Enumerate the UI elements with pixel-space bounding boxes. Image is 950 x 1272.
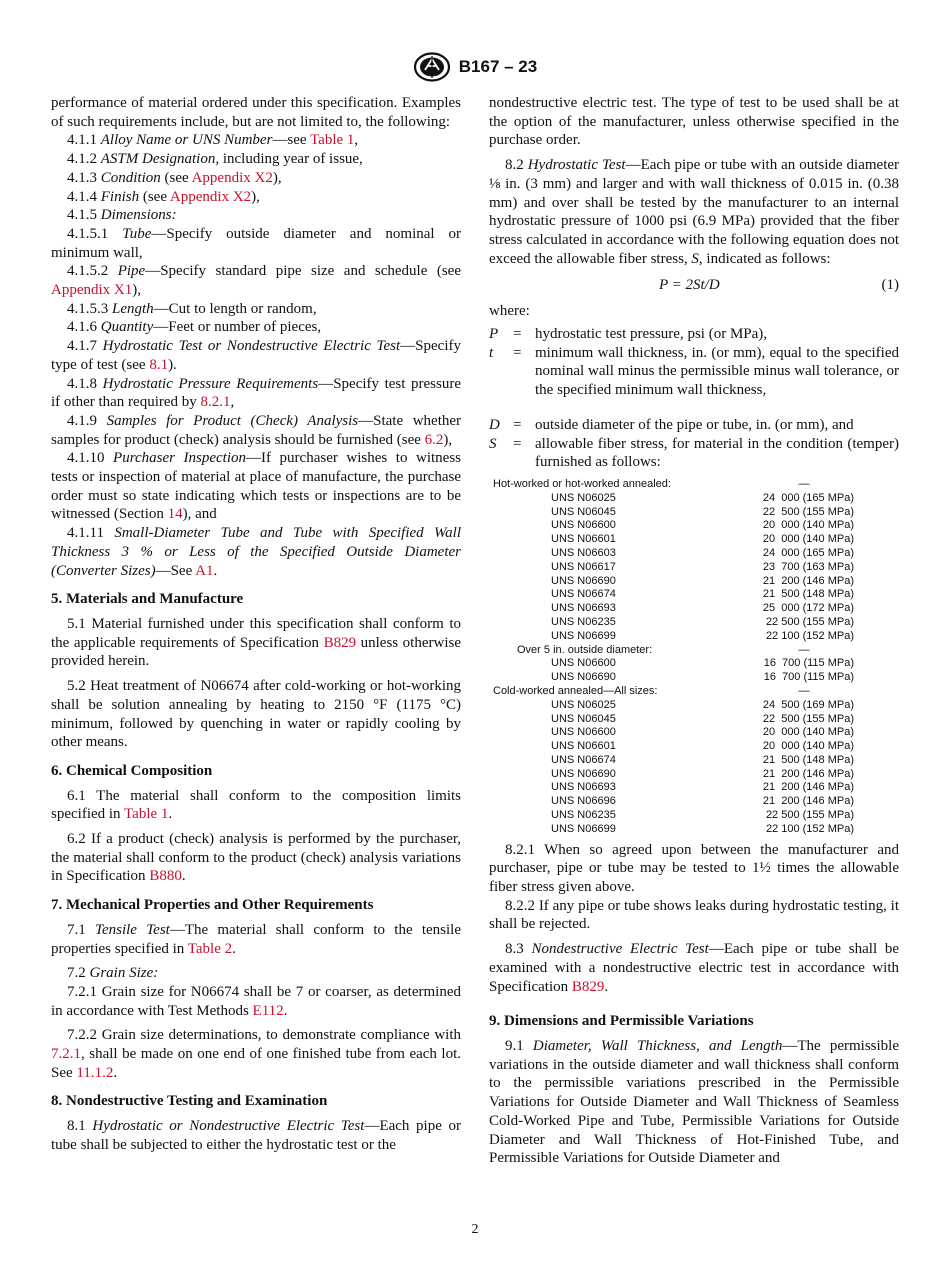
- cross-reference-link[interactable]: 6.2: [424, 431, 444, 448]
- link-table-1[interactable]: Table 1: [124, 806, 169, 823]
- symbol-definition: D = outside diameter of the pipe or tube, in. (or mm), and: [489, 416, 854, 433]
- para-7-1: 7.1 Tensile Test—The material shall conform to the tensile properties specified in Table 2.: [51, 921, 461, 957]
- section-9-heading: 9. Dimensions and Permissible Variations: [489, 1013, 754, 1030]
- table-cell-label: UNS N06600: [551, 657, 616, 670]
- table-cell-value: 24 500 (169 MPa): [762, 698, 854, 711]
- table-cell-value: 21 500 (148 MPa): [762, 588, 854, 601]
- table-cell-label: UNS N06690: [551, 767, 616, 780]
- table-row: [489, 492, 899, 506]
- table-row: [489, 781, 899, 795]
- link-7-2-1[interactable]: 7.2.1: [51, 1046, 81, 1063]
- table-cell-value: 25 000 (172 MPa): [762, 602, 854, 615]
- table-row: [489, 602, 899, 616]
- ordering-item: 4.1.1 Alloy Name or UNS Number—see Table 1,: [67, 132, 359, 149]
- table-cell-label: UNS N06601: [551, 740, 616, 753]
- table-cell-label: UNS N06025: [551, 698, 616, 711]
- left-column: [51, 94, 461, 1155]
- cross-reference-link[interactable]: 8.2.1: [200, 394, 231, 411]
- section-8-heading: 8. Nondestructive Testing and Examination: [51, 1093, 328, 1110]
- link-11-1-2[interactable]: 11.1.2: [76, 1064, 114, 1081]
- para-8-2: 8.2 Hydrostatic Test—Each pipe or tube with an outside diameter ⅛ in. (3 mm) and larger and with wall thickness of 0.015 in. (0.38 mm) and over shall be tested by the manufacturer to an internal hydrostatic pressure of 1000 psi (6.9 MPa) provided that the fiber stress calculated in accordance with the following equation does not exceed the allowable fiber stress, S, indicated as follows:: [489, 157, 900, 267]
- table-row: [489, 823, 899, 837]
- table-row: [489, 768, 899, 782]
- table-row: [489, 685, 899, 699]
- table-cell-label: UNS N06600: [551, 726, 616, 739]
- para-9-1: 9.1 Diameter, Wall Thickness, and Length—The permissible variations in the outside diameter and wall thickness shall conform to the permissible variations prescribed in the Permissible Variations for Outside Diameter and Wall Thickness of Seamless Cold-Worked Pipe and Tube, Permissible Variations for Outside Diameter and Wall Thickness of Hot-Finished Tube, and Permissible Variations for Outside Diameter and: [489, 1038, 899, 1167]
- cross-reference-link[interactable]: 8.1: [149, 356, 169, 373]
- table-cell-label: UNS N06693: [551, 602, 616, 615]
- para-6-2: 6.2 If a product (check) analysis is performed by the purchaser, the material shall conform to the product (check) analysis variations in Specification B880.: [51, 831, 461, 885]
- table-cell-label: UNS N06603: [551, 546, 616, 559]
- table-cell-value: —: [798, 477, 810, 490]
- table-row: [489, 561, 899, 575]
- table-cell-label: UNS N06045: [551, 712, 616, 725]
- table-cell-label: UNS N06235: [551, 615, 616, 628]
- table-cell-value: 21 200 (146 MPa): [762, 767, 854, 780]
- table-row: [489, 713, 899, 727]
- table-cell-label: UNS N06617: [551, 560, 616, 573]
- symbol-definitions: [489, 325, 899, 472]
- table-cell-value: 21 200 (146 MPa): [762, 795, 854, 808]
- table-cell-value: 22 100 (152 MPa): [765, 822, 854, 835]
- symbol-definition: S = allowable fiber stress, for material in the condition (temper) furnished as follows:: [489, 435, 899, 471]
- table-row: [489, 699, 899, 713]
- equation-number: (1): [881, 277, 899, 294]
- para-5-1: 5.1 Material furnished under this specification shall conform to the applicable requirements of Specification B829 unless otherwise provided herein.: [51, 615, 461, 670]
- table-cell-value: 24 000 (165 MPa): [762, 546, 854, 559]
- cross-reference-link[interactable]: Appendix X2: [169, 188, 252, 205]
- table-cell-value: 23 700 (163 MPa): [762, 560, 854, 573]
- ordering-item: 4.1.5.1 Tube—Specify outside diameter and nominal or minimum wall,: [51, 225, 461, 261]
- page-number: 2: [471, 1222, 479, 1237]
- para-7-2-1: 7.2.1 Grain size for N06674 shall be 7 or coarser, as determined in accordance with Test Methods E112.: [51, 983, 461, 1019]
- cross-reference-link[interactable]: A1: [195, 562, 214, 579]
- ordering-item: 4.1.5.2 Pipe—Specify standard pipe size and schedule (see Appendix X1),: [51, 263, 461, 299]
- table-cell-value: 20 000 (140 MPa): [762, 740, 854, 753]
- equation-1: [489, 274, 899, 296]
- table-cell-label: Cold-worked annealed—All sizes:: [493, 684, 658, 697]
- table-cell-label: UNS N06600: [551, 519, 616, 532]
- table-cell-value: 22 500 (155 MPa): [762, 712, 854, 725]
- table-cell-label: UNS N06235: [551, 809, 616, 822]
- table-row: [489, 671, 899, 685]
- section-5-heading: 5. Materials and Manufacture: [51, 591, 244, 608]
- table-row: [489, 657, 899, 671]
- para-8-1: 8.1 Hydrostatic or Nondestructive Electric Test—Each pipe or tube shall be subjected to either the hydrostatic test or the: [51, 1118, 461, 1153]
- para-6-1: 6.1 The material shall conform to the composition limits specified in Table 1.: [51, 787, 461, 823]
- astm-logo-icon: [413, 52, 451, 82]
- table-cell-label: UNS N06601: [551, 533, 616, 546]
- table-cell-label: UNS N06693: [551, 781, 616, 794]
- section-6-heading: 6. Chemical Composition: [51, 762, 213, 779]
- table-cell-label: UNS N06690: [551, 671, 616, 684]
- cross-reference-link[interactable]: 14: [167, 506, 183, 523]
- ordering-item: 4.1.7 Hydrostatic Test or Nondestructive Electric Test—Specify type of test (see 8.1).: [51, 338, 461, 373]
- para-8-1-continued: nondestructive electric test. The type of test to be used shall be at the option of the manufacturer, unless otherwise specified in the purchase order.: [489, 95, 899, 149]
- table-row: [489, 547, 899, 561]
- intro-paragraph: performance of material ordered under this specification. Examples of such requirements include, but are not limited to, the following:: [51, 95, 461, 130]
- table-cell-value: 22 100 (152 MPa): [765, 629, 854, 642]
- table-cell-value: 24 000 (165 MPa): [762, 491, 854, 504]
- table-cell-label: UNS N06696: [551, 795, 616, 808]
- ordering-items-list: [51, 131, 461, 580]
- table-row: [489, 519, 899, 533]
- table-cell-label: Over 5 in. outside diameter:: [517, 643, 653, 656]
- equation-formula: P = 2St/D: [659, 277, 720, 294]
- table-cell-label: UNS N06045: [551, 505, 616, 518]
- ordering-item: 4.1.4 Finish (see Appendix X2),: [67, 188, 260, 205]
- table-row: [489, 795, 899, 809]
- table-cell-value: 20 000 (140 MPa): [762, 519, 854, 532]
- table-cell-label: UNS N06690: [551, 574, 616, 587]
- table-cell-value: 20 000 (140 MPa): [762, 533, 854, 546]
- table-cell-label: Hot-worked or hot-worked annealed:: [493, 477, 671, 490]
- section-7-heading: 7. Mechanical Properties and Other Requirements: [51, 897, 374, 914]
- para-8-3: 8.3 Nondestructive Electric Test—Each pipe or tube shall be examined with a nondestructive electric test in accordance with Specification B829.: [489, 941, 899, 995]
- para-7-2: 7.2 Grain Size:: [67, 965, 159, 982]
- table-row: [489, 630, 899, 644]
- table-cell-value: 21 200 (146 MPa): [762, 781, 854, 794]
- table-cell-value: 22 500 (155 MPa): [762, 505, 854, 518]
- table-row: [489, 575, 899, 589]
- link-table-2[interactable]: Table 2: [187, 940, 233, 957]
- table-cell-label: UNS N06674: [551, 588, 616, 601]
- ordering-item: 4.1.9 Samples for Product (Check) Analysis—State whether samples for product (check) analysis should be furnished (see 6.2),: [51, 412, 462, 448]
- para-7-2-2: 7.2.2 Grain size determinations, to demonstrate compliance with 7.2.1, shall be made on one end of one finished tube from each lot. See 11.1.2.: [51, 1027, 461, 1081]
- table-row: [489, 616, 899, 630]
- table-row: [489, 754, 899, 768]
- table-cell-value: 16 700 (115 MPa): [763, 657, 854, 670]
- table-cell-value: 20 000 (140 MPa): [762, 726, 854, 739]
- page-header: [0, 52, 950, 82]
- ordering-item: 4.1.2 ASTM Designation, including year of issue,: [67, 151, 363, 168]
- table-cell-value: 16 700 (115 MPa): [763, 671, 854, 684]
- table-row: [489, 506, 899, 520]
- ordering-item: 4.1.6 Quantity—Feet or number of pieces,: [67, 319, 322, 336]
- allowable-fiber-stress-table: [489, 478, 899, 837]
- ordering-item: 4.1.10 Purchaser Inspection—If purchaser wishes to witness tests or inspection of material at place of manufacture, the purchase order must so state indicating which tests or inspections are to be witnessed (Section 14), and: [51, 450, 461, 523]
- table-row: [489, 478, 899, 492]
- para-8-2-2: 8.2.2 If any pipe or tube shows leaks during hydrostatic testing, it shall be rejected.: [489, 897, 899, 933]
- right-column: [489, 94, 899, 1168]
- table-cell-label: UNS N06674: [551, 753, 616, 766]
- table-cell-value: 22 500 (155 MPa): [765, 809, 854, 822]
- link-e112[interactable]: E112: [252, 1002, 284, 1019]
- table-row: [489, 644, 899, 658]
- para-5-2: 5.2 Heat treatment of N06674 after cold-working or hot-working shall be solution annealing by heating to 2150 °F (1175 °C) minimum, followed by quenching in water or rapidly cooling by other means.: [51, 678, 461, 751]
- table-row: [489, 809, 899, 823]
- link-b829[interactable]: B829: [323, 634, 357, 651]
- link-b829-2[interactable]: B829: [571, 978, 605, 995]
- table-cell-label: UNS N06025: [551, 491, 616, 504]
- ordering-item: 4.1.3 Condition (see Appendix X2),: [67, 169, 282, 186]
- ordering-item: 4.1.11 Small-Diameter Tube and Tube with Specified Wall Thickness 3 % or Less of the Specified Outside Diameter (Converter Sizes)—See A1.: [51, 525, 461, 579]
- standard-designation: B167 – 23: [458, 57, 538, 76]
- ordering-item: 4.1.5.3 Length—Cut to length or random,: [67, 300, 317, 317]
- table-cell-value: 22 500 (155 MPa): [765, 615, 854, 628]
- table-row: [489, 726, 899, 740]
- where-label: where:: [489, 303, 530, 320]
- ordering-item: 4.1.5 Dimensions:: [67, 207, 177, 224]
- symbol-definition: P = hydrostatic test pressure, psi (or MPa),: [489, 326, 768, 343]
- table-cell-label: UNS N06699: [551, 629, 616, 642]
- symbol-definition: t = minimum wall thickness, in. (or mm), equal to the specified nominal wall minus the permissible minus wall tolerance, or the specified minimum wall thickness,: [489, 344, 899, 399]
- link-b880[interactable]: B880: [149, 868, 182, 885]
- table-cell-value: 21 500 (148 MPa): [762, 753, 854, 766]
- table-row: [489, 740, 899, 754]
- cross-reference-link[interactable]: Appendix X2: [191, 169, 273, 186]
- ordering-item: 4.1.8 Hydrostatic Pressure Requirements—Specify test pressure if other than required by 8.2.1,: [51, 375, 461, 411]
- table-cell-value: —: [798, 643, 810, 656]
- cross-reference-link[interactable]: Appendix X1: [51, 282, 133, 299]
- table-cell-value: —: [798, 684, 810, 697]
- para-8-2-1: 8.2.1 When so agreed upon between the manufacturer and purchaser, pipe or tube may be tested to 1½ times the allowable fiber stress given above.: [489, 841, 899, 896]
- table-cell-label: UNS N06699: [551, 822, 616, 835]
- cross-reference-link[interactable]: Table 1: [310, 132, 355, 149]
- table-cell-value: 21 200 (146 MPa): [762, 574, 854, 587]
- table-row: [489, 533, 899, 547]
- table-row: [489, 588, 899, 602]
